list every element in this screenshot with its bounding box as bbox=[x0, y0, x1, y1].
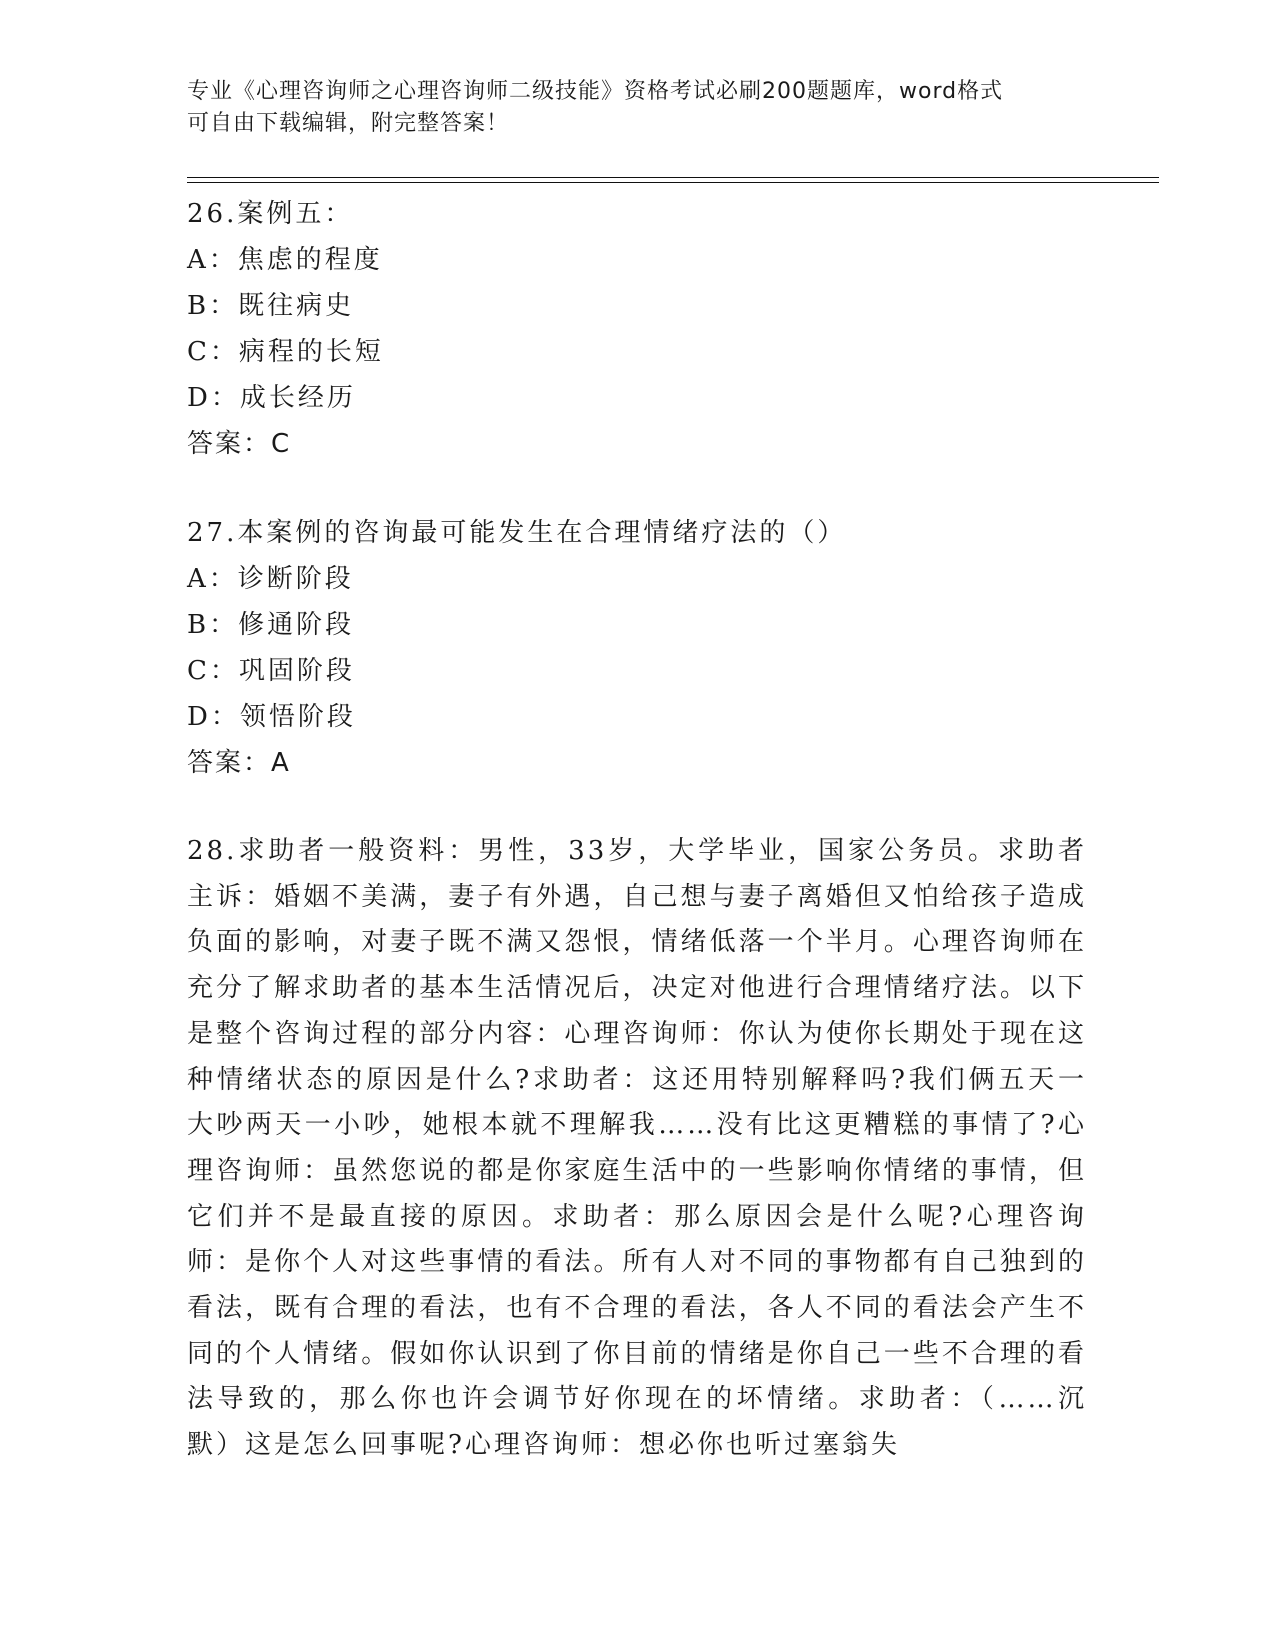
option-d: D：成长经历 bbox=[187, 383, 356, 413]
option-c: C：病程的长短 bbox=[187, 337, 384, 367]
question-spacer bbox=[187, 786, 1087, 829]
answer: 答案：C bbox=[187, 429, 292, 459]
option-d: D：领悟阶段 bbox=[187, 702, 356, 732]
question-stem: 26.案例五： bbox=[187, 199, 354, 229]
header-divider-bottom bbox=[187, 182, 1159, 183]
header-divider-top bbox=[187, 177, 1159, 178]
header-line-2: 可自由下载编辑，附完整答案！ bbox=[187, 111, 510, 136]
question-28-paragraph: 28.求助者一般资料：男性，33岁，大学毕业，国家公务员。求助者主诉：婚姻不美满，妻子有外遇，自己想与妻子离婚但又怕给孩子造成负面的影响，对妻子既不满又怨恨，情绪低落一个半月。心理咨询师在充分了解求助者的基本生活情况后，决定对他进行合理情绪疗法。以下是整个咨询过程的部分内容：心理咨询师：你认为使你长期处于现在这种情绪状态的原因是什么?求助者：这还用特别解释吗?我们俩五天一大吵两天一小吵，她根本就不理解我……没有比这更糟糕的事情了?心理咨询师：虽然您说的都是你家庭生活中的一些影响你情绪的事情，但它们并不是最直接的原因。求助者：那么原因会是什么呢?心理咨询师：是你个人对这些事情的看法。所有人对不同的事物都有自己独到的看法，既有合理的看法，也有不合理的看法，各人不同的看法会产生不同的个人情绪。假如你认识到了你目前的情绪是你自己一些不合理的看法导致的，那么你也许会调节好你现在的坏情绪。求助者：（……沉默）这是怎么回事呢?心理咨询师：想必你也听过塞翁失 bbox=[187, 836, 1087, 1461]
document-header bbox=[187, 76, 1067, 140]
question-27 bbox=[187, 510, 1087, 786]
option-a: A：焦虑的程度 bbox=[187, 245, 383, 275]
question-stem: 27.本案例的咨询最可能发生在合理情绪疗法的（） bbox=[187, 518, 847, 548]
answer: 答案：A bbox=[187, 748, 291, 778]
option-c: C：巩固阶段 bbox=[187, 656, 355, 686]
option-a: A：诊断阶段 bbox=[187, 564, 354, 594]
question-26 bbox=[187, 191, 1087, 467]
header-line-1: 专业《心理咨询师之心理咨询师二级技能》资格考试必刷200题题库，word格式 bbox=[187, 79, 1004, 104]
document-body bbox=[187, 191, 1087, 1469]
question-spacer bbox=[187, 467, 1087, 510]
option-b: B：既往病史 bbox=[187, 291, 355, 321]
option-b: B：修通阶段 bbox=[187, 610, 355, 640]
